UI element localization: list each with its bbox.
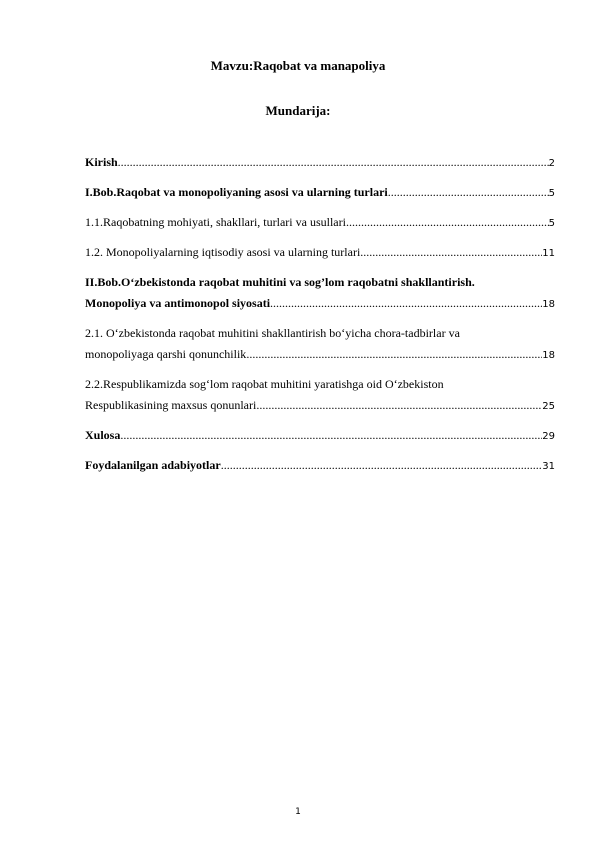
toc-leader-dots <box>270 293 542 314</box>
toc-leader-dots <box>221 455 543 476</box>
toc-entry-section-2-2[interactable] <box>85 374 555 416</box>
table-of-contents <box>85 152 555 485</box>
toc-page-number: 29 <box>542 431 555 442</box>
toc-entry-section-1-2[interactable] <box>85 242 555 263</box>
toc-page-number: 5 <box>548 218 555 229</box>
toc-leader-dots <box>346 212 549 233</box>
toc-entry-title: 1.2. Monopoliyalarning iqtisodiy asosi va ularning turlari <box>85 245 361 259</box>
toc-page-number: 25 <box>542 401 555 412</box>
toc-page-number: 18 <box>542 299 555 310</box>
page-number: 1 <box>295 807 301 817</box>
toc-page-number: 5 <box>548 188 555 199</box>
toc-page-number: 31 <box>542 461 555 472</box>
toc-entry-bibliography[interactable] <box>85 455 555 476</box>
toc-entry-title: monopoliyaga qarshi qonunchilik <box>85 347 247 361</box>
toc-leader-dots <box>118 152 549 173</box>
toc-leader-dots <box>388 182 549 203</box>
toc-entry-title: Kirish <box>85 155 118 169</box>
toc-entry-title-line1: 2.2.Respublikamizda sog‘lom raqobat muhitini yaratishga oid O‘zbekiston <box>85 377 444 391</box>
toc-page-number: 2 <box>548 158 555 169</box>
toc-entry-section-2-1[interactable] <box>85 323 555 365</box>
toc-entry-title: Xulosa <box>85 428 121 442</box>
contents-heading: Mundarija: <box>265 103 331 118</box>
toc-entry-title: Monopoliya va antimonopol siyosati <box>85 296 271 310</box>
toc-leader-dots <box>360 242 542 263</box>
toc-leader-dots <box>120 425 542 446</box>
toc-entry-chapter-1[interactable] <box>85 182 555 203</box>
toc-leader-dots <box>256 395 542 416</box>
toc-entry-title: 1.1.Raqobatning mohiyati, shakllari, turlari va usullari <box>85 215 346 229</box>
document-title: Mavzu:Raqobat va manapoliya <box>210 58 386 73</box>
toc-entry-xulosa[interactable] <box>85 425 555 446</box>
toc-page-number: 11 <box>542 248 555 259</box>
toc-entry-chapter-2[interactable] <box>85 272 555 314</box>
toc-entry-kirish[interactable] <box>85 152 555 173</box>
toc-entry-title-line1: II.Bob.O‘zbekistonda raqobat muhitini va sog’lom raqobatni shakllantirish. <box>85 275 475 289</box>
toc-entry-title: Respublikasining maxsus qonunlari <box>85 398 257 412</box>
toc-entry-title: Foydalanilgan adabiyotlar <box>85 458 221 472</box>
toc-entry-title-line1: 2.1. O‘zbekistonda raqobat muhitini shakllantirish bo‘yicha chora-tadbirlar va <box>85 326 460 340</box>
toc-entry-section-1-1[interactable] <box>85 212 555 233</box>
toc-leader-dots <box>246 344 542 365</box>
toc-entry-title: I.Bob.Raqobat va monopoliyaning asosi va ularning turlari <box>85 185 388 199</box>
toc-page-number: 18 <box>542 350 555 361</box>
